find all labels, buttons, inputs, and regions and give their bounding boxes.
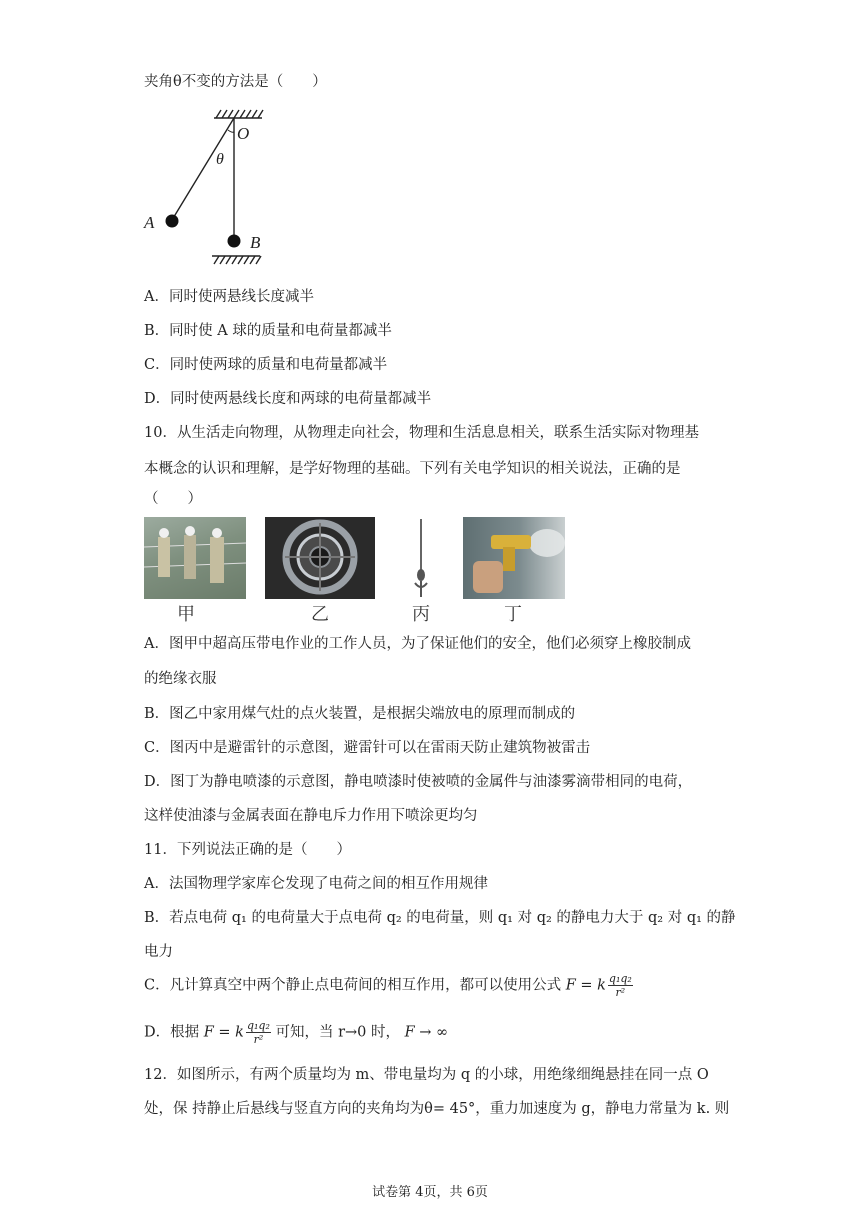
caption-bing: 丙 xyxy=(412,604,430,625)
ball-b xyxy=(228,235,241,248)
photo-jia-workers xyxy=(144,517,246,599)
ball-a xyxy=(166,215,179,228)
q11-option-b-line1: B．若点电荷 q₁ 的电荷量大于点电荷 q₂ 的电荷量，则 q₁ 对 q₂ 的静电力大于 q₂ 对 q₁ 的静 xyxy=(144,910,736,926)
photo-yi-gas-stove xyxy=(265,517,375,599)
q11-option-d-result: F → ∞ xyxy=(404,1024,449,1041)
photo-ding-spray-painting xyxy=(463,517,565,599)
formula-numerator: q₁q₂ xyxy=(608,972,632,985)
formula-d-fraction xyxy=(246,1019,271,1046)
formula-d-numerator: q₁q₂ xyxy=(246,1019,270,1032)
angle-arc xyxy=(228,130,234,132)
q11-stem: 11．下列说法正确的是（ ） xyxy=(144,842,351,858)
ceiling-hatch xyxy=(214,110,263,118)
label-b: B xyxy=(250,233,261,252)
formula-denominator: r² xyxy=(615,986,626,999)
formula-fraction xyxy=(608,972,633,999)
q11-option-d-suffix: 可知，当 r→0 时， xyxy=(275,1024,401,1041)
q10-option-c: C．图丙中是避雷针的示意图，避雷针可以在雷雨天防止建筑物被雷击 xyxy=(144,740,591,756)
caption-yi: 乙 xyxy=(311,604,329,625)
q11-option-c-text: C．凡计算真空中两个静止点电荷间的相互作用，都可以使用公式 xyxy=(144,977,562,994)
q9-option-a: A．同时使两悬线长度减半 xyxy=(144,289,314,305)
drawing-bing-lightning-rod xyxy=(408,517,434,599)
formula-lhs: F = k xyxy=(565,977,606,994)
q9-stem-end: 夹角θ不变的方法是（ ） xyxy=(144,74,327,90)
q10-stem-line1: 10．从生活走向物理，从物理走向社会，物理和生活息息相关，联系生活实际对物理基 xyxy=(144,425,699,441)
pendulum-figure xyxy=(140,106,280,272)
q9-option-b: B．同时使 A 球的质量和电荷量都减半 xyxy=(144,323,392,339)
caption-jia: 甲 xyxy=(177,604,195,625)
thread-a xyxy=(172,118,234,220)
q11-option-c xyxy=(144,972,633,999)
q11-option-b-line2: 电力 xyxy=(144,944,173,960)
q10-option-a-line1: A．图甲中超高压带电作业的工作人员，为了保证他们的安全，他们必须穿上橡胶制成 xyxy=(144,636,691,652)
q10-option-a-line2: 的绝缘衣服 xyxy=(144,671,217,687)
q10-stem-line2: 本概念的认识和理解，是学好物理的基础。下列有关电学知识的相关说法，正确的是 xyxy=(144,461,681,477)
floor-hatch xyxy=(212,256,261,264)
page-footer: 试卷第 4页，共 6页 xyxy=(372,1185,488,1200)
q12-line1: 12．如图所示，有两个质量均为 m、带电量均为 q 的小球，用绝缘细绳悬挂在同一点 O xyxy=(144,1067,709,1083)
label-a: A xyxy=(144,213,155,232)
q11-option-a: A．法国物理学家库仑发现了电荷之间的相互作用规律 xyxy=(144,876,488,892)
formula-d-denominator: r² xyxy=(253,1033,264,1046)
q10-option-b: B．图乙中家用煤气灶的点火装置，是根据尖端放电的原理而制成的 xyxy=(144,706,576,722)
q12-line2: 处，保 持静止后悬线与竖直方向的夹角均为θ= 45°，重力加速度为 g，静电力常量为 k. 则 xyxy=(144,1101,730,1117)
label-o: O xyxy=(237,124,250,143)
q11-option-d xyxy=(144,1019,448,1046)
q10-option-d-line1: D．图丁为静电喷漆的示意图，静电喷漆时使被喷的金属件与油漆雾滴带相同的电荷， xyxy=(144,774,693,790)
label-theta: θ xyxy=(216,151,224,168)
q11-option-d-prefix: D．根据 xyxy=(144,1024,200,1041)
q9-option-c: C．同时使两球的质量和电荷量都减半 xyxy=(144,357,388,373)
q10-stem-line3: （ ） xyxy=(144,491,202,507)
q9-option-d: D．同时使两悬线长度和两球的电荷量都减半 xyxy=(144,391,432,407)
formula-d-lhs: F = k xyxy=(203,1024,244,1041)
q10-option-d-line2: 这样使油漆与金属表面在静电斥力作用下喷涂更均匀 xyxy=(144,808,478,824)
caption-ding: 丁 xyxy=(504,604,522,625)
